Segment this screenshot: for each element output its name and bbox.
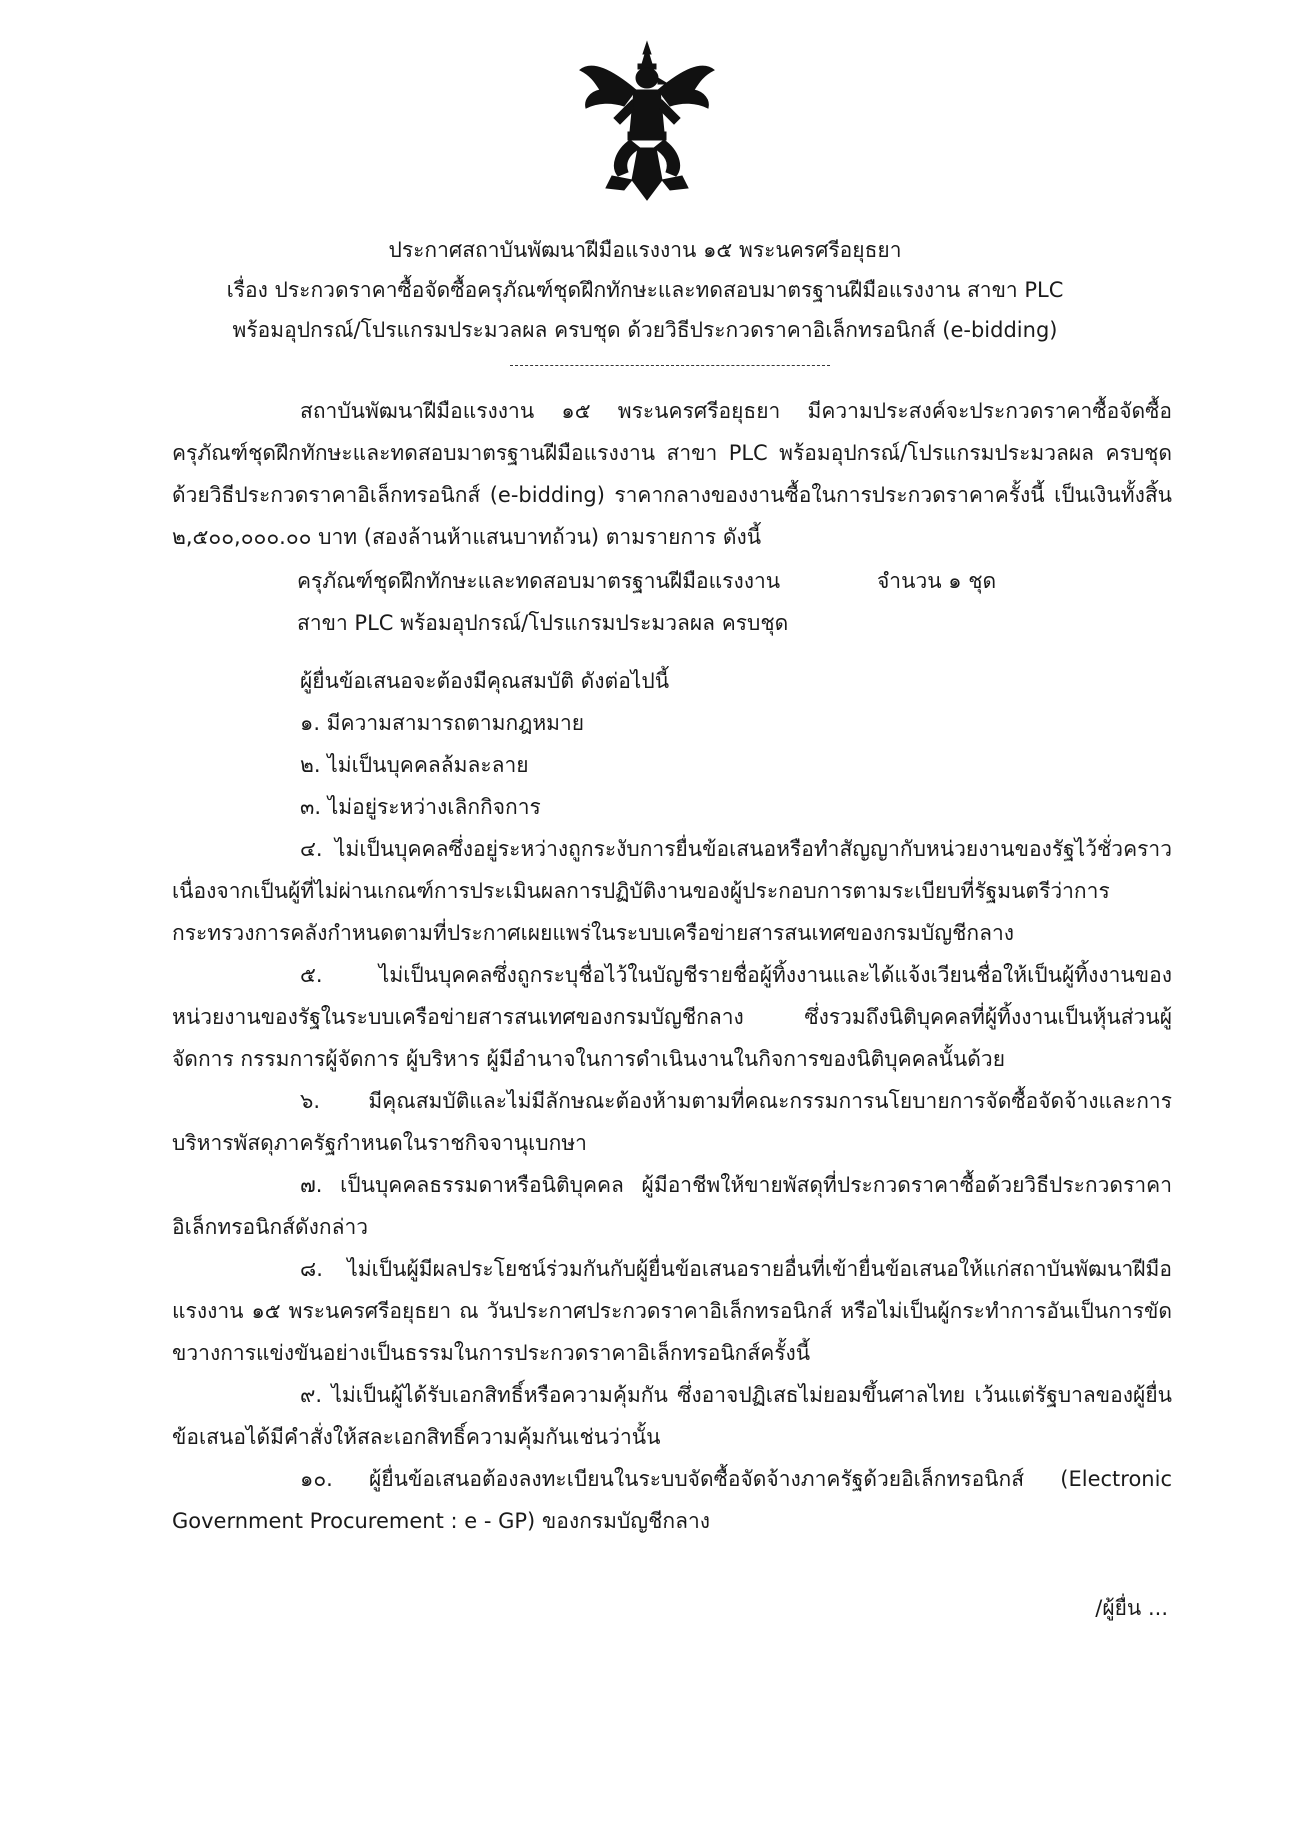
qualification-item: ๑. มีความสามารถตามกฎหมาย (300, 711, 585, 735)
garuda-emblem-icon (572, 40, 722, 210)
announcement-header (0, 230, 1290, 350)
item-block (297, 560, 1017, 644)
qualification-item: ๕. ไม่เป็นบุคคลซึ่งถูกระบุชื่อไว้ในบัญชีรายชื่อผู้ทิ้งงานและได้แจ้งเวียนชื่อให้เป็นผู้ทิ้งงานของหน่วยงานของรัฐในระบบเครือข่ายสารสนเทศของกรมบัญชีกลาง ซึ่งรวมถึงนิติบุคคลที่ผู้ทิ้งงานเป็นหุ้นส่วนผู้จัดการ กรรมการผู้จัดการ ผู้บริหาร ผู้มีอำนาจในการดำเนินงานในกิจการของนิติบุคคลนั้นด้วย (172, 963, 1172, 1071)
qualification-item: ๘. ไม่เป็นผู้มีผลประโยชน์ร่วมกันกับผู้ยื่นข้อเสนอรายอื่นที่เข้ายื่นข้อเสนอให้แก่สถาบันพัฒนาฝีมือแรงงาน ๑๕ พระนครศรีอยุธยา ณ วันประกาศประกวดราคาอิเล็กทรอนิกส์ หรือไม่เป็นผู้กระทำการอันเป็นการขัดขวางการแข่งขันอย่างเป็นธรรมในการประกวดราคาอิเล็กทรอนิกส์ครั้งนี้ (172, 1257, 1172, 1365)
qualification-item: ๙. ไม่เป็นผู้ได้รับเอกสิทธิ์หรือความคุ้มกัน ซึ่งอาจปฏิเสธไม่ยอมขึ้นศาลไทย เว้นแต่รัฐบาลของผู้ยื่นข้อเสนอได้มีคำสั่งให้สละเอกสิทธิ์ความคุ้มกันเช่นว่านั้น (172, 1383, 1172, 1449)
qualification-item: ๒. ไม่เป็นบุคคลล้มละลาย (300, 753, 529, 777)
header-line-1: ประกาศสถาบันพัฒนาฝีมือแรงงาน ๑๕ พระนครศรีอยุธยา (388, 238, 902, 262)
header-divider (510, 365, 830, 366)
qualification-item: ๑๐. ผู้ยื่นข้อเสนอต้องลงทะเบียนในระบบจัดซื้อจัดจ้างภาครัฐด้วยอิเล็กทรอนิกส์ (Electronic Government Procurement : e - GP) ของกรมบัญชีกลาง (172, 1467, 1172, 1533)
qualification-item: ๔. ไม่เป็นบุคคลซึ่งอยู่ระหว่างถูกระงับการยื่นข้อเสนอหรือทำสัญญากับหน่วยงานของรัฐไว้ชั่วคราว เนื่องจากเป็นผู้ที่ไม่ผ่านเกณฑ์การประเมินผลการปฏิบัติงานของผู้ประกอบการตามระเบียบที่รัฐมนตรีว่าการกระทรวงการคลังกำหนดตามที่ประกาศเผยแพร่ในระบบเครือข่ายสารสนเทศของกรมบัญชีกลาง (172, 837, 1172, 945)
qualifications-section (172, 660, 1172, 1542)
intro-paragraph: สถาบันพัฒนาฝีมือแรงงาน ๑๕ พระนครศรีอยุธยา มีความประสงค์จะประกวดราคาซื้อจัดซื้อครุภัณฑ์ชุดฝึกทักษะและทดสอบมาตรฐานฝีมือแรงงาน สาขา PLC พร้อมอุปกรณ์/โปรแกรมประมวลผล ครบชุด ด้วยวิธีประกวดราคาอิเล็กทรอนิกส์ (e-bidding) ราคากลางของงานซื้อในการประกวดราคาครั้งนี้ เป็นเงินทั้งสิ้น ๒,๕๐๐,๐๐๐.๐๐ บาท (สองล้านห้าแสนบาทถ้วน) ตามรายการ ดังนี้ (172, 399, 1172, 549)
qualification-item: ๖. มีคุณสมบัติและไม่มีลักษณะต้องห้ามตามที่คณะกรรมการนโยบายการจัดซื้อจัดจ้างและการบริหารพัสดุภาครัฐกำหนดในราชกิจจานุเบกษา (172, 1089, 1172, 1155)
qualifications-heading: ผู้ยื่นข้อเสนอจะต้องมีคุณสมบัติ ดังต่อไปนี้ (300, 669, 670, 693)
header-line-3: พร้อมอุปกรณ์/โปรแกรมประมวลผล ครบชุด ด้วยวิธีประกวดราคาอิเล็กทรอนิกส์ (e-bidding) (232, 318, 1058, 342)
qualification-item: ๓. ไม่อยู่ระหว่างเลิกกิจการ (300, 795, 541, 819)
intro-section (172, 390, 1172, 558)
page-continuation: /ผู้ยื่น ... (1095, 1596, 1168, 1620)
item-line-1: ครุภัณฑ์ชุดฝึกทักษะและทดสอบมาตรฐานฝีมือแรงงาน (297, 569, 781, 593)
qualification-item: ๗. เป็นบุคคลธรรมดาหรือนิติบุคคล ผู้มีอาชีพให้ขายพัสดุที่ประกวดราคาซื้อด้วยวิธีประกวดราคาอิเล็กทรอนิกส์ดังกล่าว (172, 1173, 1172, 1239)
header-line-2: เรื่อง ประกวดราคาซื้อจัดซื้อครุภัณฑ์ชุดฝึกทักษะและทดสอบมาตรฐานฝีมือแรงงาน สาขา PLC (226, 278, 1064, 302)
item-quantity: จำนวน ๑ ชุด (877, 569, 997, 593)
item-line-2: สาขา PLC พร้อมอุปกรณ์/โปรแกรมประมวลผล ครบชุด (297, 611, 789, 635)
